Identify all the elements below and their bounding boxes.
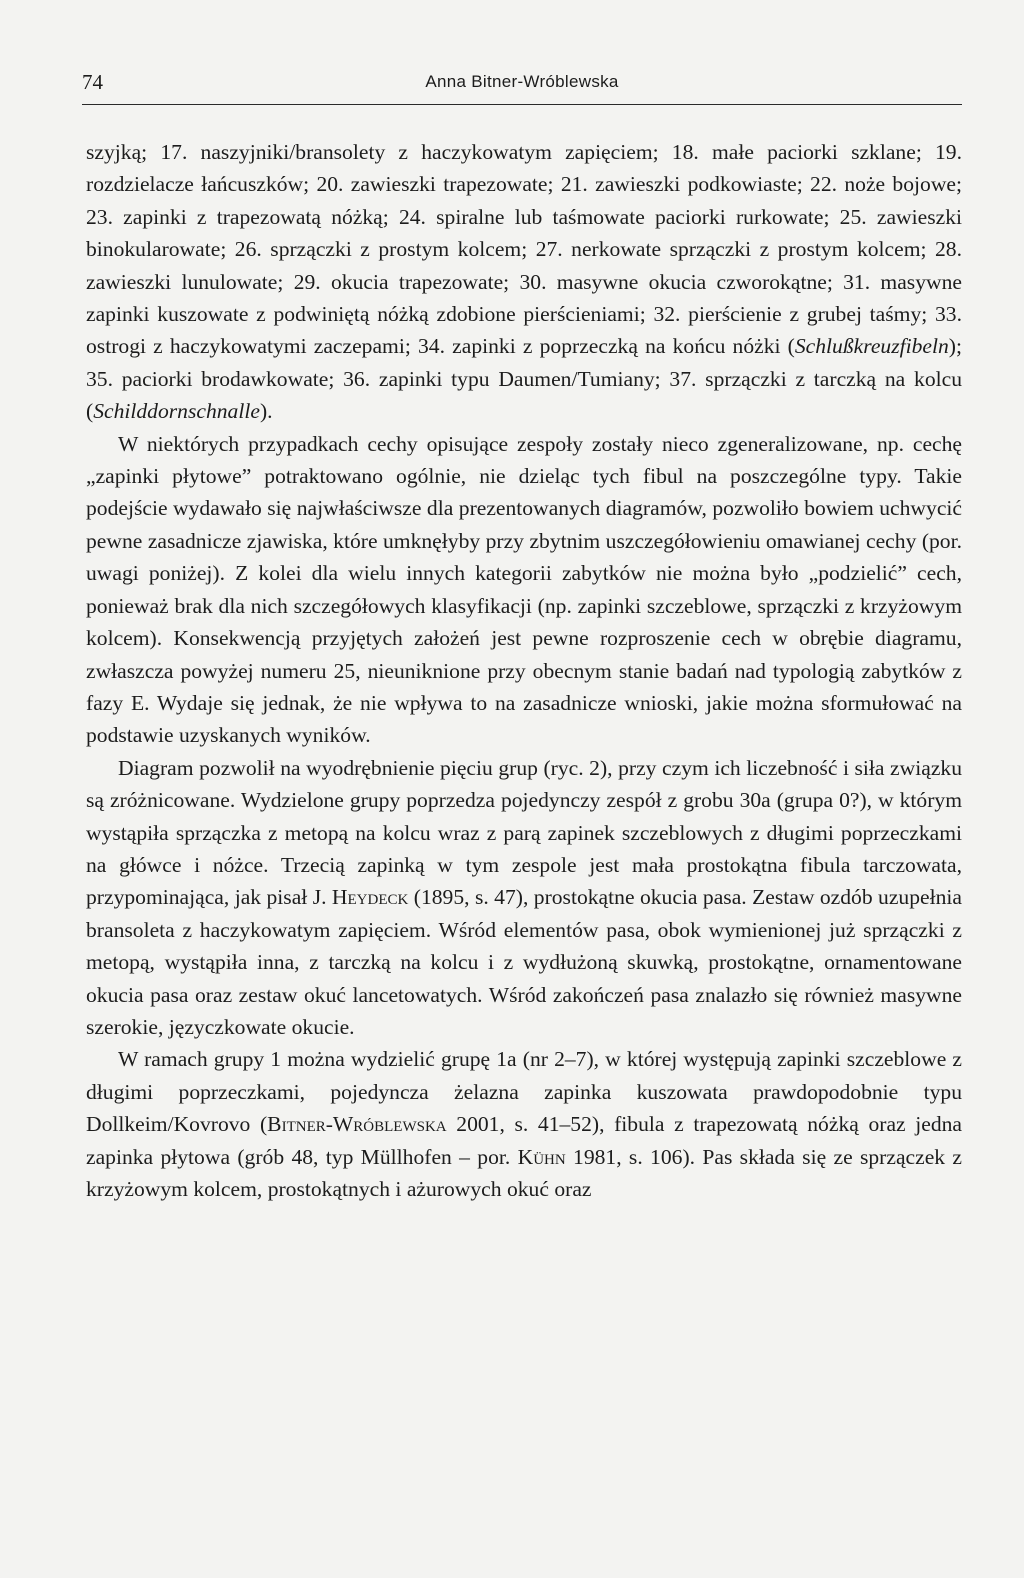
paragraph <box>86 752 962 1044</box>
paragraph <box>86 428 962 752</box>
text-run: W niektórych przypadkach cechy opisujące zespoły zostały nieco zgeneralizowane, np. cechę „zapinki płytowe” potraktowano ogólnie, nie dzieląc tych fibul na poszczególne typy. Takie podejście wydawało się najwłaściwsze dla prezentowanych diagramów, pozwoliło bowiem uchwycić pewne zasadnicze zjawiska, które umknęłyby przy zbytnim uszczegółowieniu omawianej cechy (por. uwagi poniżej). Z kolei dla wielu innych kategorii zabytków nie można było „podzielić” cech, ponieważ brak dla nich szczegółowych klasyfikacji (np. zapinki szczeblowe, sprzączki z krzyżowym kolcem). Konsekwencją przyjętych założeń jest pewne rozproszenie cech w obrębie diagramu, zwłaszcza powyżej numeru 25, nieuniknione przy obecnym stanie badań nad typologią zabytków z fazy E. Wydaje się jednak, że nie wpływa to na zasadnicze wnioski, jakie można sformułować na podstawie uzyskanych wyników. <box>86 431 962 748</box>
author-citation: Heydeck <box>331 885 409 910</box>
paragraph <box>86 136 962 428</box>
page-number: 74 <box>82 70 103 94</box>
text-run: ); 35. paciorki brodawkowate; 36. zapinki typu Daumen/Tumiany; 37. sprzączki z tarczką na kolcu ( <box>86 334 962 424</box>
page-header <box>82 62 962 102</box>
text-run: 1981, s. 106). Pas składa się ze sprzączek z krzyżowym kolcem, prostokątnych i ażurowych okuć oraz <box>86 1144 962 1201</box>
body-text <box>86 136 962 1205</box>
text-run: Diagram pozwolił na wyodrębnienie pięciu grup (ryc. 2), przy czym ich liczebność i siła związku są zróżnicowane. Wydzielone grupy poprzedza pojedynczy zespół z grobu 30a (grupa 0?), w którym wystąpiła sprzączka z metopą na kolcu wraz z parą zapinek szczeblowych z długimi poprzeczkami na główce i nóżce. Trzecią zapinką w tym zespole jest mała prostokątna fibula tarczowata, przypominająca, jak pisał J. <box>86 755 962 910</box>
text-run: (1895, s. 47), prostokątne okucia pasa. Zestaw ozdób uzupełnia bransoleta z haczykowatym zapięciem. Wśród elementów pasa, obok wymienionej już sprzączki z metopą, wystąpiła inna, z tarczką na kolcu i z wydłużoną skuwką, prostokątne, ornamentowane okucia pasa oraz zestaw okuć lancetowatych. Wśród zakończeń pasa znalazło się również masywne szerokie, języczkowate okucie. <box>86 885 962 1039</box>
paragraph <box>86 1043 962 1205</box>
italic-term: Schilddornschnalle <box>93 399 260 424</box>
text-run: 2001, s. 41–52), fibula z trapezowatą nóżką oraz jedna zapinka płytowa (grób 48, typ Müllhofen – por. <box>86 1112 962 1169</box>
author-citation: Bitner-Wróblewska <box>267 1112 447 1137</box>
author-citation: Kühn <box>517 1144 566 1169</box>
text-run: szyjką; 17. naszyjniki/bransolety z haczykowatym zapięciem; 18. małe paciorki szklane; 19. rozdzielacze łańcuszków; 20. zawieszki trapezowate; 21. zawieszki podkowiaste; 22. noże bojowe; 23. zapinki z trapezowatą nóżką; 24. spiralne lub taśmowate paciorki rurkowate; 25. zawieszki binokularowate; 26. sprzączki z prostym kolcem; 27. nerkowate sprzączki z prostym kolcem; 28. zawieszki lunulowate; 29. okucia trapezowate; 30. masywne okucia czworokątne; 31. masywne zapinki kuszowate z podwiniętą nóżką zdobione pierścieniami; 32. pierścienie z grubej taśmy; 33. ostrogi z haczykowatymi zaczepami; 34. zapinki z poprzeczką na końcu nóżki ( <box>86 140 962 359</box>
running-head-author: Anna Bitner-Wróblewska <box>425 72 619 91</box>
text-run: ). <box>259 399 273 424</box>
text-run: W ramach grupy 1 można wydzielić grupę 1a (nr 2–7), w której występują zapinki szczeblowe z długimi poprzeczkami, pojedyncza żelazna zapinka kuszowata prawdopodobnie typu Dollkeim/Kovrovo ( <box>86 1047 962 1137</box>
header-rule <box>82 104 962 105</box>
italic-term: Schlußkreuzfibeln <box>794 334 949 359</box>
